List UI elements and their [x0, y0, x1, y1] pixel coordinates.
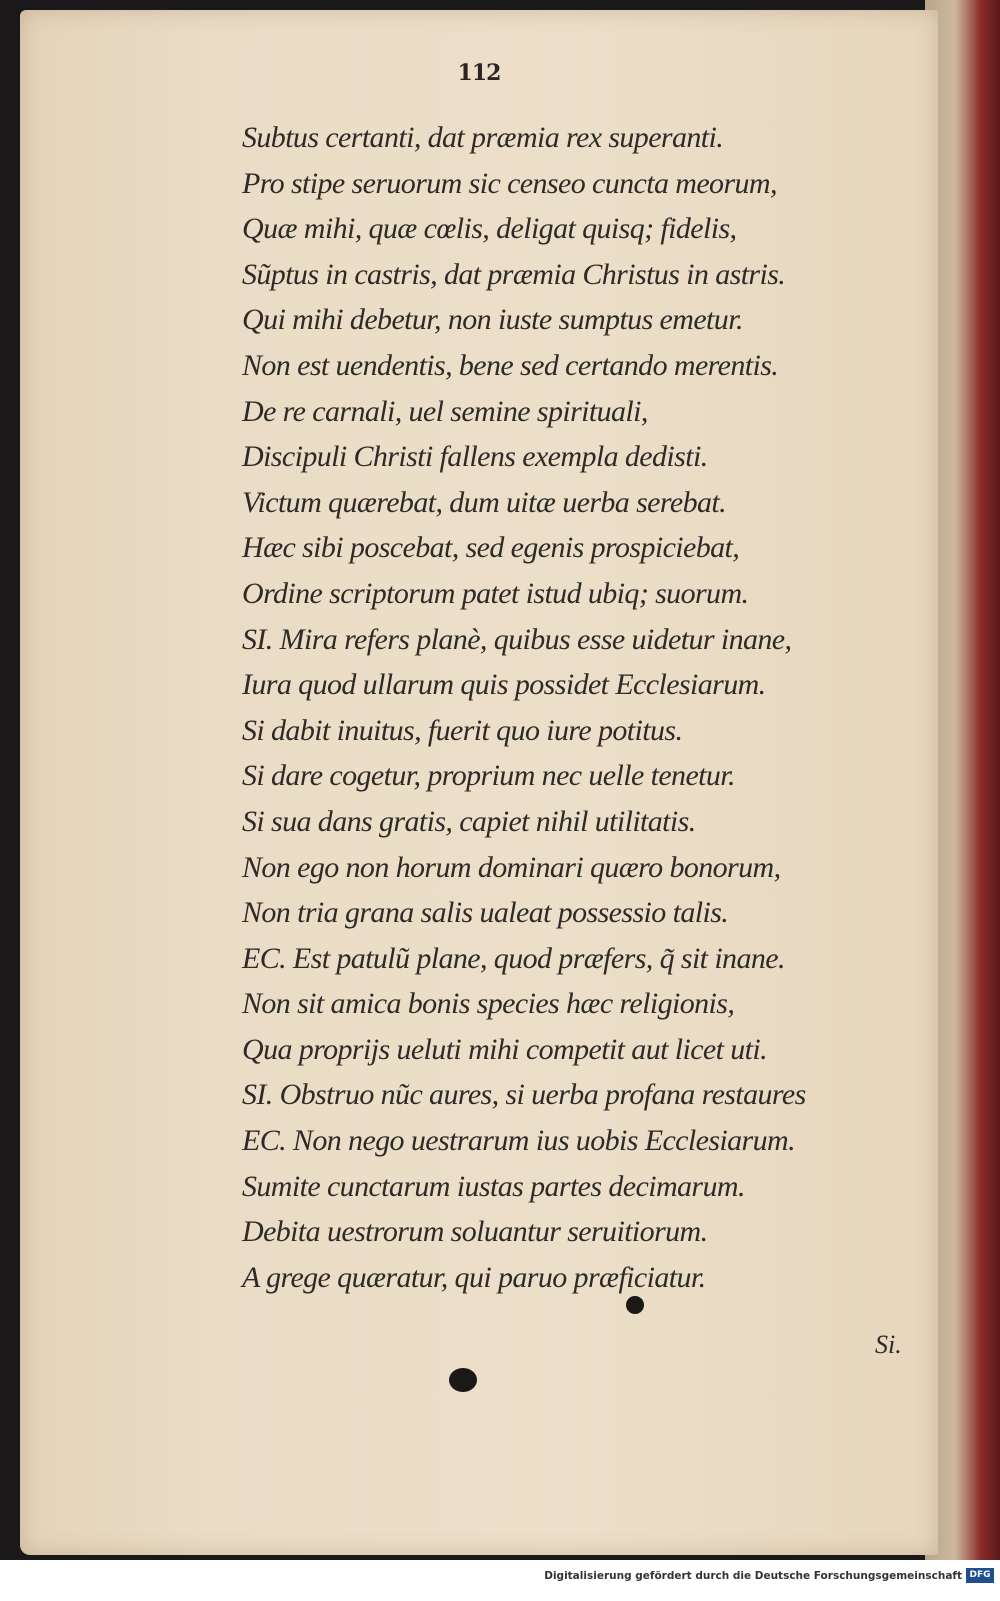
verse-line: Non ego non horum dominari quæro bonorum, [242, 850, 781, 884]
verse-line: Pro stipe seruorum sic censeo cuncta meorum, [242, 166, 777, 200]
verse-line: Si sua dans gratis, capiet nihil utilitatis. [242, 804, 696, 838]
verse-line: Victum quærebat, dum uitæ uerba serebat. [242, 485, 727, 519]
verse-line: Quæ mihi, quæ cœlis, deligat quisq; fidelis, [242, 212, 737, 246]
verse-line: EC. Non nego uestrarum ius uobis Ecclesiarum. [242, 1124, 795, 1158]
verse-line: Non sit amica bonis species hæc religionis, [242, 987, 735, 1021]
dfg-logo: DFG [966, 1568, 994, 1583]
verse-line: A grege quæratur, qui paruo præficiatur. [242, 1260, 706, 1294]
verse-list [242, 115, 942, 1300]
verse-line: Non tria grana salis ualeat possessio talis. [242, 896, 729, 930]
verse-line: Qui mihi debetur, non iuste sumptus emetur. [242, 303, 743, 337]
digitization-footer [0, 1560, 1000, 1601]
verse-line: Sũptus in castris, dat præmia Christus in astris. [242, 257, 786, 291]
verse-line: EC. Est patulũ plane, quod præfers, q̃ sit inane. [242, 941, 785, 975]
verse-line: Si dabit inuitus, fuerit quo iure potitus. [242, 713, 683, 747]
verse-line: Discipuli Christi fallens exempla dedisti. [242, 440, 708, 474]
verse-line: Qua proprijs ueluti mihi competit aut licet uti. [242, 1032, 768, 1066]
verse-line: Ordine scriptorum patet istud ubiq; suorum. [242, 576, 749, 610]
verse-line: Debita uestrorum soluantur seruitiorum. [242, 1215, 708, 1249]
page-number: 112 [457, 60, 501, 86]
footer-credit: Digitalisierung gefördert durch die Deutsche Forschungsgemeinschaft [544, 1570, 962, 1582]
verse-line: Si dare cogetur, proprium nec uelle tenetur. [242, 759, 735, 793]
verse-line: Iura quod ullarum quis possidet Ecclesiarum. [242, 668, 766, 702]
verse-line: SI. Mira refers planè, quibus esse uidetur inane, [242, 622, 792, 656]
book-page [20, 10, 938, 1555]
catchword: Si. [875, 1330, 902, 1359]
verse-line: Non est uendentis, bene sed certando merentis. [242, 348, 779, 382]
ink-blot [449, 1368, 477, 1392]
verse-line: Sumite cunctarum iustas partes decimarum. [242, 1169, 745, 1203]
verse-line: Hæc sibi poscebat, sed egenis prospiciebat, [242, 531, 740, 565]
ink-blot [626, 1296, 644, 1314]
verse-line: Subtus certanti, dat præmia rex superanti. [242, 121, 724, 154]
verse-line: De re carnali, uel semine spirituali, [242, 394, 648, 428]
verse-line: SI. Obstruo nũc aures, si uerba profana restaures [242, 1078, 806, 1112]
